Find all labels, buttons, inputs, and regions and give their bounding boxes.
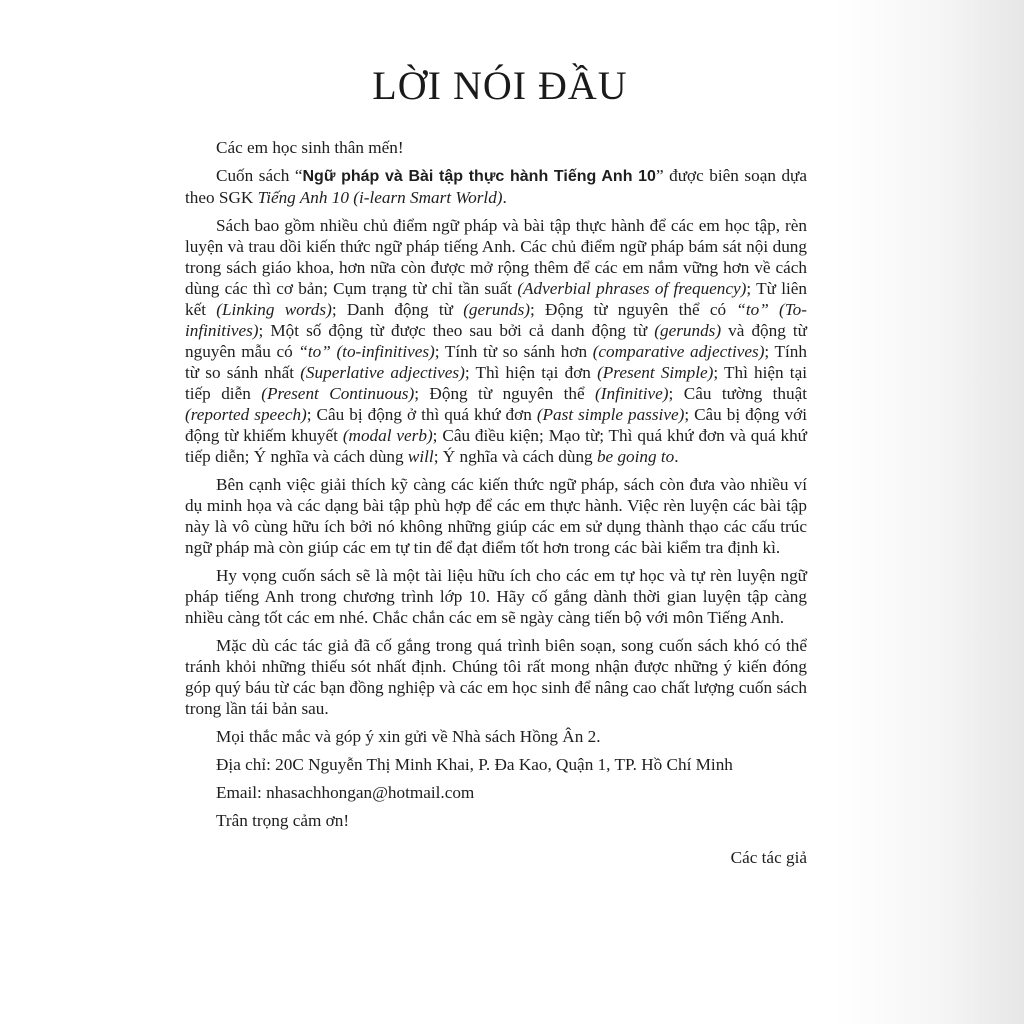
paragraph-text: ; Một số động từ được theo sau bởi cả danh động từ — [258, 321, 655, 340]
greeting: Các em học sinh thân mến! — [216, 138, 404, 157]
italic-term: (gerunds) — [463, 300, 531, 319]
page-title: LỜI NÓI ĐẦU — [372, 63, 628, 108]
paragraph-exercises: Bên cạnh việc giải thích kỹ càng các kiến thức ngữ pháp, sách còn đưa vào nhiều ví dụ minh họa và các dạng bài tập phù hợp để các em thực hành. Việc rèn luyện các bài tập này là vô cùng hữu ích bởi nó không những giúp các em sử dụng thành thạo các cấu trúc ngữ pháp mà còn giúp các em tự tin để đạt điểm tốt hơn trong các bài kiểm tra định kì. — [185, 475, 807, 557]
paragraph-text: ; Câu tường thuật — [668, 384, 808, 403]
paragraph-text: . — [674, 447, 679, 466]
paragraph-text: và động từ nguyên mẫu có — [185, 321, 807, 361]
paragraph-text: ; Tính từ so sánh hơn — [434, 342, 593, 361]
contact-intro: Mọi thắc mắc và góp ý xin gửi về Nhà sách Hồng Ân 2. — [216, 727, 601, 746]
paragraph-text: ; Câu bị động ở thì quá khứ đơn — [306, 405, 537, 424]
italic-term: be going to — [596, 447, 675, 466]
preface-body — [185, 137, 807, 875]
italic-term: (modal verb) — [342, 426, 433, 445]
italic-term: (Infinitive) — [595, 384, 669, 403]
book-title: Ngữ pháp và Bài tập thực hành Tiếng Anh 10 — [302, 168, 656, 185]
italic-term: (gerunds) — [654, 321, 722, 340]
textbook-title: Tiếng Anh 10 (i-learn Smart World) — [257, 188, 503, 207]
paragraph-intro — [185, 165, 807, 208]
paragraph-contents — [185, 215, 807, 467]
italic-term: (Adverbial phrases of frequency) — [517, 279, 747, 298]
italic-term: will — [407, 447, 434, 466]
italic-term: (Past simple passive) — [536, 405, 685, 424]
paragraph-text: ; Động từ nguyên thể — [414, 384, 596, 403]
paragraph-text: ; Danh động từ — [331, 300, 464, 319]
page-shadow — [834, 0, 1024, 1024]
italic-term: (Present Continuous) — [261, 384, 415, 403]
intro-text-start: Cuốn sách “ — [216, 166, 303, 185]
italic-term: “to” (to-infinitives) — [298, 342, 435, 361]
paragraph-text: ; Tính từ so sánh nhất — [185, 342, 807, 382]
contact-email: Email: nhasachhongan@hotmail.com — [216, 783, 475, 802]
italic-term: (comparative adjectives) — [592, 342, 765, 361]
italic-term: (Present Simple) — [597, 363, 714, 382]
contact-address: Địa chỉ: 20C Nguyễn Thị Minh Khai, P. Đa Kao, Quận 1, TP. Hồ Chí Minh — [216, 755, 733, 774]
paragraph-text: ; Từ liên kết — [185, 279, 807, 319]
paragraph-text: ; Câu điều kiện; Mạo từ; Thì quá khứ đơn và quá khứ tiếp diễn; Ý nghĩa và cách dùng — [185, 426, 807, 466]
intro-text-middle: ” được biên soạn dựa theo SGK — [185, 166, 807, 207]
italic-term: (reported speech) — [185, 405, 307, 424]
paragraph-text: Sách bao gồm nhiều chủ điểm ngữ pháp và bài tập thực hành để các em học tập, rèn luyện và trau dồi kiến thức ngữ pháp tiếng Anh. Các chủ điểm ngữ pháp bám sát nội dung trong sách giáo khoa, hơn nữa còn được mở rộng thêm để các em nắm vững hơn về cách dùng các thì cơ bản; Cụm trạng từ chỉ tần suất — [185, 216, 807, 298]
paragraph-text: ; Câu bị động với động từ khiếm khuyết — [185, 405, 807, 445]
intro-text-end: . — [502, 188, 507, 207]
paragraph-text: ; Thì hiện tại tiếp diễn — [185, 363, 807, 403]
paragraph-text: ; Động từ nguyên thể có — [530, 300, 737, 319]
paragraph-text: ; Ý nghĩa và cách dùng — [433, 447, 597, 466]
italic-term: (Superlative adjectives) — [300, 363, 465, 382]
paragraph-hope: Hy vọng cuốn sách sẽ là một tài liệu hữu ích cho các em tự học và tự rèn luyện ngữ pháp tiếng Anh trong chương trình lớp 10. Hãy cố gắng dành thời gian luyện tập càng nhiều càng tốt các em nhé. Chắc chắn các em sẽ ngày càng tiến bộ với môn Tiếng Anh. — [185, 566, 807, 627]
paragraph-text: ; Thì hiện tại đơn — [464, 363, 598, 382]
italic-term: “to” (To-infinitives) — [185, 300, 807, 340]
signature: Các tác giả — [730, 848, 807, 867]
thanks: Trân trọng cảm ơn! — [216, 811, 350, 830]
italic-term: (Linking words) — [216, 300, 332, 319]
paragraph-feedback: Mặc dù các tác giả đã cố gắng trong quá trình biên soạn, song cuốn sách khó có thể tránh khỏi những thiếu sót nhất định. Chúng tôi rất mong nhận được những ý kiến đóng góp quý báu từ các bạn đồng nghiệp và các em học sinh để nâng cao chất lượng cuốn sách trong lần tái bản sau. — [185, 636, 807, 718]
